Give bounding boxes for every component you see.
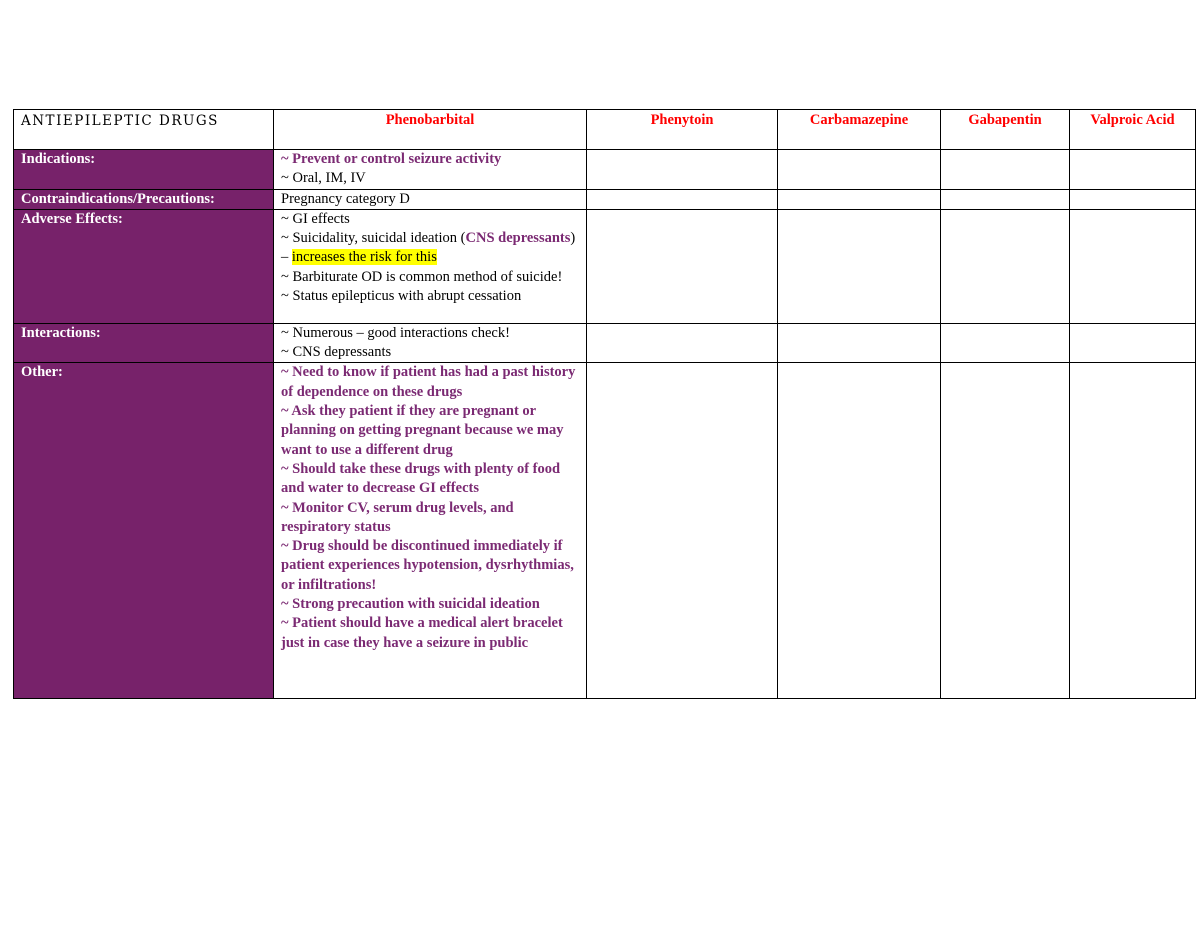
empty-cell — [587, 189, 778, 209]
adverse-effect-line: ~ GI effects — [281, 210, 350, 227]
other-note: ~ Should take these drugs with plenty of food and water to decrease GI effects — [281, 460, 561, 497]
indication-line: ~ Oral, IM, IV — [281, 170, 366, 187]
row-indications — [14, 150, 1196, 190]
other-note: ~ Drug should be discontinued immediately if patient experiences hypotension, dysrhythmias, or infiltrations! — [281, 538, 574, 593]
empty-cell — [587, 209, 778, 323]
other-note: ~ Monitor CV, serum drug levels, and respiratory status — [281, 499, 514, 535]
empty-cell — [778, 323, 941, 363]
adverse-effect-line — [281, 229, 579, 268]
empty-cell — [778, 150, 941, 190]
row-label-other: Other: — [14, 363, 274, 699]
column-header-phenytoin: Phenytoin — [587, 110, 778, 150]
column-header-gabapentin: Gabapentin — [941, 110, 1070, 150]
empty-cell — [587, 150, 778, 190]
column-header-carbamazepine: Carbamazepine — [778, 110, 941, 150]
adverse-text: ~ Suicidality, suicidal ideation ( — [281, 230, 466, 247]
row-adverse-effects — [14, 209, 1196, 323]
row-label-interactions: Interactions: — [14, 323, 274, 363]
column-header-valproic-acid: Valproic Acid — [1070, 110, 1196, 150]
cell-phenobarbital-other — [274, 363, 587, 699]
cell-phenobarbital-contraindications: Pregnancy category D — [274, 189, 587, 209]
row-contraindications — [14, 189, 1196, 209]
empty-cell — [778, 363, 941, 699]
antiepileptic-drugs-table — [13, 109, 1196, 699]
column-header-phenobarbital: Phenobarbital — [274, 110, 587, 150]
row-label-contraindications: Contraindications/Precautions: — [14, 189, 274, 209]
empty-cell — [941, 189, 1070, 209]
indication-line: ~ Prevent or control seizure activity — [281, 151, 502, 167]
adverse-text: ) – — [281, 230, 576, 266]
adverse-effect-line: ~ Barbiturate OD is common method of suicide! — [281, 268, 563, 285]
empty-cell — [941, 323, 1070, 363]
empty-cell — [941, 150, 1070, 190]
empty-cell — [1070, 150, 1196, 190]
cns-depressants-text: CNS depressants — [465, 230, 571, 247]
empty-cell — [778, 209, 941, 323]
row-other — [14, 363, 1196, 699]
highlighted-text: increases the risk for this — [291, 249, 437, 266]
empty-cell — [587, 323, 778, 363]
other-note: ~ Need to know if patient has had a past history of dependence on these drugs — [281, 364, 576, 400]
empty-cell — [1070, 189, 1196, 209]
row-interactions — [14, 323, 1196, 363]
cell-phenobarbital-adverse-effects — [274, 209, 587, 323]
cell-phenobarbital-indications — [274, 150, 587, 190]
header-row — [14, 110, 1196, 150]
empty-cell — [941, 363, 1070, 699]
interaction-line: ~ Numerous – good interactions check! — [281, 324, 510, 341]
interaction-line: ~ CNS depressants — [281, 344, 392, 361]
adverse-effect-line: ~ Status epilepticus with abrupt cessation — [281, 288, 522, 305]
other-note: ~ Patient should have a medical alert bracelet just in case they have a seizure in public — [281, 615, 563, 651]
empty-cell — [778, 189, 941, 209]
cell-phenobarbital-interactions — [274, 323, 587, 363]
empty-cell — [1070, 363, 1196, 699]
table-title: ANTIEPILEPTIC DRUGS — [14, 110, 274, 150]
empty-cell — [941, 209, 1070, 323]
empty-cell — [1070, 323, 1196, 363]
empty-cell — [1070, 209, 1196, 323]
other-note: ~ Strong precaution with suicidal ideation — [281, 596, 540, 613]
other-note: ~ Ask they patient if they are pregnant or planning on getting pregnant because we may want to use a different drug — [281, 403, 564, 458]
row-label-adverse-effects: Adverse Effects: — [14, 209, 274, 323]
row-label-indications: Indications: — [14, 150, 274, 190]
empty-cell — [587, 363, 778, 699]
